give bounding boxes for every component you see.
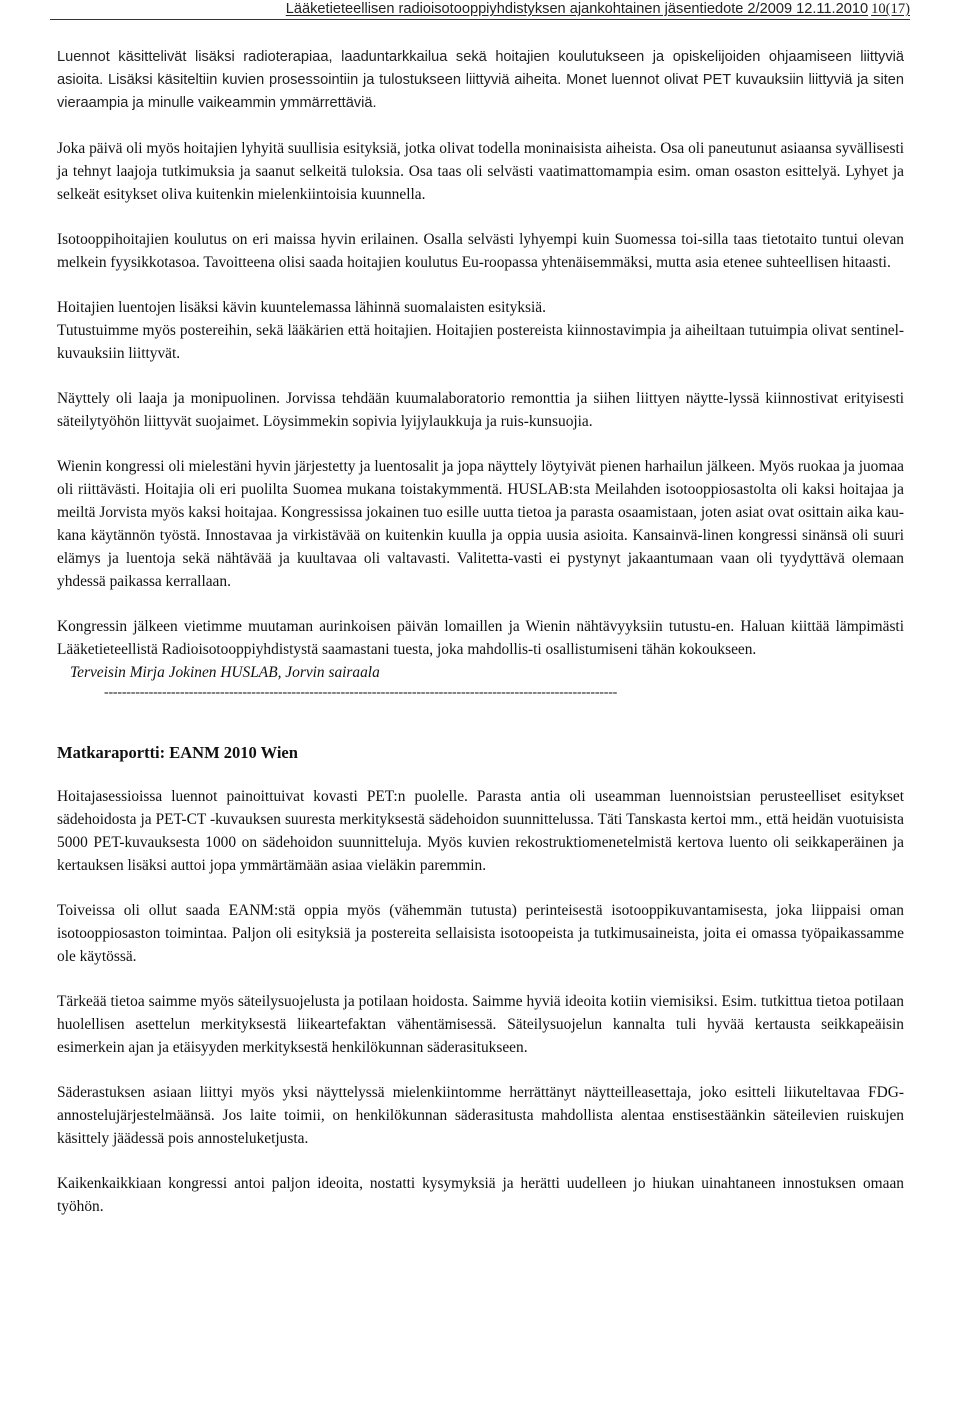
paragraph-fdg-dispensing: Säderastuksen asiaan liittyi myös yksi näyttelyssä mielenkiintomme herrättänyt näytteilleasettaja, joko esitteli liikuteltavaa FDG-annostelujärjestelmäänsä. Jos laite toimii, on henkilökunnan säderasitusta mahdollista alentaa enstisestäänkin säteilevien ruiskujen käsittely jäädessä pois annosteluketjusta.	[57, 1084, 904, 1147]
paragraph-posters: Tutustuimme myös postereihin, sekä lääkärien että hoitajien. Hoitajien postereista kiinnostavimpia ja aiheiltaan tutuimpia olivat sentinel-kuvauksiin liittyvät.	[57, 322, 904, 362]
section-title: Matkaraportti: EANM 2010 Wien	[57, 743, 298, 762]
paragraph-thanks: Kongressin jälkeen vietimme muutaman aurinkoisen päivän lomaillen ja Wienin nähtävyyksiin tutustu-en. Haluan kiittää lämpimästi Lääketieteellistä Radioisotooppiyhdistystä saamastani tuesta, joka mahdollis-ti osallistumiseni tähän kokoukseen.	[57, 618, 904, 658]
separator-line: -------------------------------------------------------------------------------------------------------------------	[104, 685, 618, 700]
document-body	[57, 46, 904, 1218]
paragraph-lectures: Luennot käsittelivät lisäksi radioterapiaa, laaduntarkkailua sekä hoitajien koulutukseen ja opiskelijoiden ohjaamiseen liittyviä asioita. Lisäksi käsiteltiin kuvien prosessointiin ja tulostukseen liittyviä aiheita. Monet luennot olivat PET kuvauksiin liittyviä ja siten vieraampia ja minulle vaikeammin ymmärrettäviä.	[57, 49, 904, 111]
signature: Terveisin Mirja Jokinen HUSLAB, Jorvin sairaala	[70, 664, 380, 681]
paragraph-finnish-talks: Hoitajien luentojen lisäksi kävin kuuntelemassa lähinnä suomalaisten esityksiä.	[57, 299, 546, 316]
paragraph-vienna-congress: Wienin kongressi oli mielestäni hyvin järjestetty ja luentosalit ja jopa näyttely löytyivät pienen harhailun jälkeen. Myös ruokaa ja juomaa oli riittävästi. Hoitajia oli eri puolilta Suomea mukana toistakymmentä. HUSLAB:sta Meilahden isotooppiosastolta oli kaksi hoitajaa ja meiltä Jorvista myös kaksi hoitajaa. Kongressissa jokainen tuo esille uutta tietoa ja parasta osaamistaan, joten asiat ovat osittain aika kau-kana käytännön työstä. Innostavaa ja virkistävää on kuitenkin kuulla ja oppia uusia asioita. Kansainvä-linen kongressi sinänsä oli suuri elämys ja luentoja sekä nähtävää ja kuultavaa oli valtavasti. Valitetta-vasti ei pystynyt jakaantumaan vaan oli tyydyttävä olemaan yhdessä paikassa kerrallaan.	[57, 458, 904, 590]
paragraph-nurse-training: Isotooppihoitajien koulutus on eri maissa hyvin erilainen. Osalla selvästi lyhyempi kuin Suomessa toi-silla taas tietotaito tuntui olevan melkein fyysikkotasoa. Tavoitteena olisi saada hoitajien koulutus Eu-roopassa yhtenäisemmäksi, mutta asia etenee suhteellisen hitaasti.	[57, 231, 904, 271]
header-rule	[50, 19, 910, 20]
paragraph-expectations: Toiveissa oli ollut saada EANM:stä oppia myös (vähemmän tutusta) perinteisestä isotooppikuvantamisesta, joka liippaisi oman isotooppiosaston toimintaa. Paljon oli esityksiä ja postereita sellaisista isotoopeista ja tutkimusaineista, joita ei omassa työpaikassamme ole käytössä.	[57, 902, 904, 965]
paragraph-conclusion: Kaikenkaikkiaan kongressi antoi paljon ideoita, nostatti kysymyksiä ja herätti uudelleen jo hiukan uinahtaneen innostuksen omaan työhön.	[57, 1175, 904, 1215]
page-number: 10(17)	[871, 1, 910, 17]
paragraph-pet-sessions: Hoitajasessioissa luennot painoittuivat kovasti PET:n puolelle. Parasta antia oli useamman luennoistsian perusteelliset esitykset sädehoidosta ja PET-CT -kuvauksen suuresta merkityksestä sädehoidon suunnittelussa. Täti Tanskasta kertoi mm., että heidän vuotuisista 5000 PET-kuvauksesta 1000 on sädehoidon suunnitteluja. Myös kuvien rekostruktiomenetelmistä kertova luento oli seikkaperäinen ja kertauksen lisäksi auttoi jopa ymmärtämään asiaa vieläkin paremmin.	[57, 788, 904, 874]
paragraph-exhibition: Näyttely oli laaja ja monipuolinen. Jorvissa tehdään kuumalaboratorio remonttia ja siihen liittyen näytte-lyssä kiinnostivat erityisesti säteilytyöhön liittyvät suojaimet. Löysimmekin sopivia lyijylaukkuja ja ruis-kunsuojia.	[57, 390, 904, 430]
newsletter-title: Lääketieteellisen radioisotooppiyhdistyksen ajankohtainen jäsentiedote 2/2009 12.11.2010	[285, 1, 869, 17]
paragraph-oral-presentations: Joka päivä oli myös hoitajien lyhyitä suullisia esityksiä, jotka olivat todella moninaisista aiheista. Osa oli paneutunut asiaansa syvällisesti ja tehnyt laajoja tutkimuksia ja saanut selkeitä tuloksia. Osa taas oli selvästi vaatimattomampia esim. oman osaston esittelyä. Lyhyet ja selkeät esitykset oliva kuitenkin mielenkiintoisia kuunnella.	[57, 140, 904, 203]
page-header	[50, 0, 910, 20]
paragraph-radiation-protection: Tärkeää tietoa saimme myös säteilysuojelusta ja potilaan hoidosta. Saimme hyviä ideoita kotiin viemisiksi. Esim. tutkittua tietoa potilaan huolellisen asettelun merkityksestä liikeartefaktan vähentämisessä. Säteilysuojelun kannalta tuli hyvää kertausta seikkapeäisin esimerkein ajan ja etäisyyden merkityksestä henkilökunnan säderasitukseen.	[57, 993, 904, 1056]
